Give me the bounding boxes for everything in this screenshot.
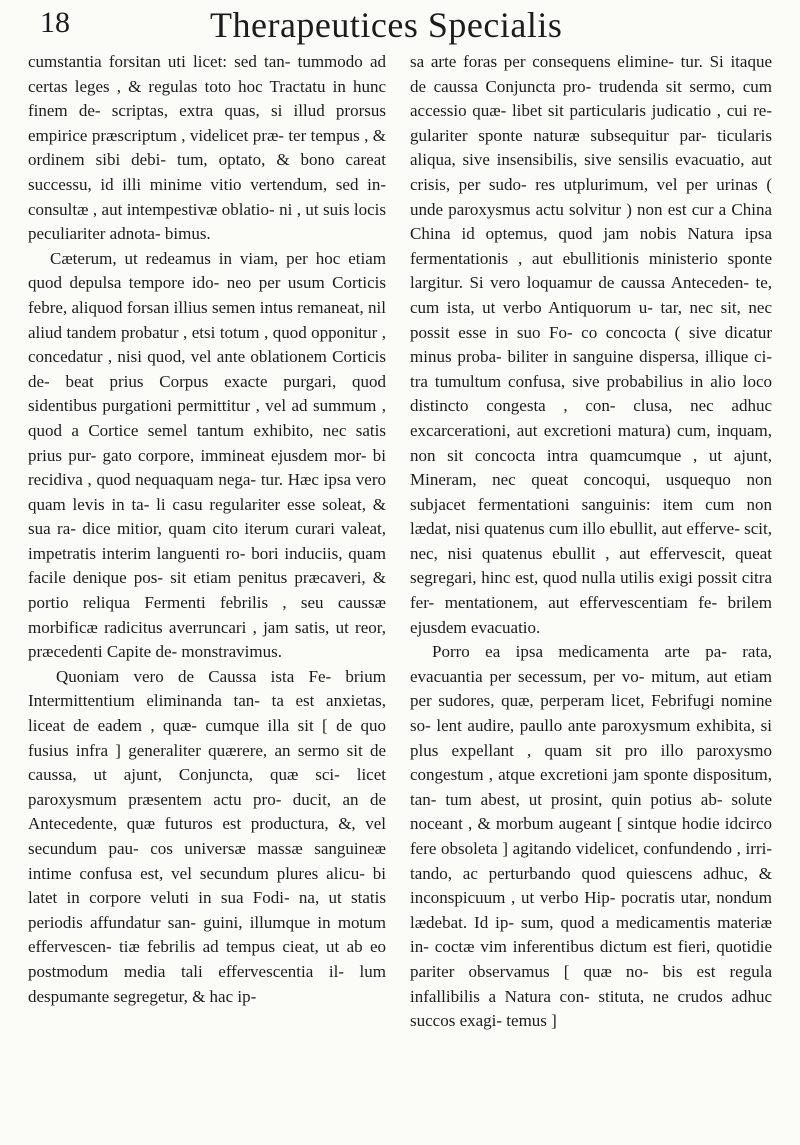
paragraph-continued: sa arte foras per consequens elimine- tur. Si itaque de caussa Conjuncta pro- trudenda sit sermo, cum accessio quæ- libet sit particularis judicatio , cui re- gulariter sponte naturæ subsequitur par- ticularis aliqua, sive insensibilis, sive sensilis evacuatio, aut crisis, per sudo- res utplurimum, vel per urinas ( unde paroxysmus actu solvitur ) non est cur a China China id optemus, quod jam nobis Natura ipsa fermentationis , aut ebullitionis ministerio sponte largitur. Si vero loquamur de caussa Anteceden- te, cum ista, ut verbo Antiquorum u- tar, nec sit, nec possit esse in suo Fo- co concocta ( sive dicatur minus proba- biliter in sanguine dispersa, illique ci- tra tumultum confusa, sive probabilius in alio loco distincto congesta , con- clusa, nec adhuc excarcerationi, aut excretioni matura) cum, inquam, non sit concocta intra quamcumque , ut ajunt, Mineram, nec queat concoqui, usquequo non subjacet fermentationi sanguinis: item cum non lædat, nisi quatenus cum illo ebullit, aut efferve- scit, nec, nisi quatenus ebullit , aut effervescit, queat segregari, hinc est, quod nulla utilis exigi possit citra fer- mentationem, aut effervescentiam fe- brilem ejusdem evacuatio. (410, 52, 772, 637)
paragraph-continued: cumstantia forsitan uti licet: sed tan- tummodo ad certas leges , & regulas toto hoc Tractatu in hunc finem de- scriptas, extra quas, si illud prorsus empirice præscriptum , videlicet præ- ter tempus , & ordinem sibi debi- tum, optato, & bono careat successu, id illi minime vitio vertendum, sed in- consultæ , aut intempestivæ oblatio- ni , ut suis locis peculiariter adnota- bimus. (28, 52, 386, 244)
page-number: 18 (40, 6, 70, 39)
paragraph: Porro ea ipsa medicamenta arte pa- rata, evacuantia per secessum, per vo- mitum, aut etiam per sudores, quæ, perperam licet, Febrifugi nomine so- lent audire, paullo ante paroxysmum exhibita, si plus expellant , quam sit pro illo paroxysmo congestum , atque excretioni jam sponte dispositum, tan- tum abest, ut prosint, quin potius ab- solute noceant , & morbum augeant [ sintque hodie idcirco fere obsoleta ] agitando videlicet, confundendo , irri- tando, ac perturbando quod quiescens adhuc, & inconspicuum , ut verbo Hip- pocratis utar, nondum lædebat. Id ip- sum, quod a medicamentis materiæ in- coctæ vim inferentibus dictum est fieri, quotidie pariter observamus [ quæ no- bis est regula infallibilis a Natura con- stituta, ne crudos adhuc succos exagi- temus ] (410, 642, 772, 1031)
paragraph: Quoniam vero de Caussa ista Fe- brium Intermittentium eliminanda tan- ta est anxietas, liceat de eadem , quæ- cumque illa sit [ de quo fusius infra ] generaliter quærere, an sermo sit de caussa, ut ajunt, Conjuncta, quæ sci- licet paroxysmum præsentem actu pro- ducit, an de Antecedente, quæ futuros est productura, &, vel secundum pau- cos universæ massæ sanguineæ intime confusa est, vel secundum plures alicu- bi latet in corpore veluti in sua Fodi- na, ut statis periodis affundatur san- guini, illumque in motum effervescen- tiæ febrilis ad tempus cieat, ut ab eo postmodum media tali effervescentia il- lum despumante segregetur, & hac ip- (28, 666, 386, 1006)
right-column (410, 50, 772, 1034)
left-column (28, 50, 386, 1009)
paragraph: Cæterum, ut redeamus in viam, per hoc etiam quod depulsa tempore ido- neo per usum Corticis febre, aliquod forsan illius semen intus remaneat, nil aliud tandem probatur , etsi totum , quod opponitur , concedatur , nisi quod, vel ante oblationem Corticis de- beat prius Corpus exacte purgari, quod sidentibus purgationi permittitur , vel ad summum , quod a Cortice semel tantum exhibito, nec satis prius pur- gato corpore, immineat ejusdem mor- bi recidiva , quod nequaquam nega- tur. Hæc ipsa vero quam levis in ta- li casu regulariter esse soleat, & sua ra- dice mitior, quam cito iterum curari valeat, impetratis interim languenti ro- bori induciis, quam facile denique pos- sit etiam penitus præcaveri, & portio reliqua Fermenti febrilis , seu caussæ morbificæ radicitus averruncari , jam satis, ut reor, præcedenti Capite de- monstravimus. (28, 248, 386, 662)
running-head: Therapeutices Specialis (210, 5, 563, 45)
